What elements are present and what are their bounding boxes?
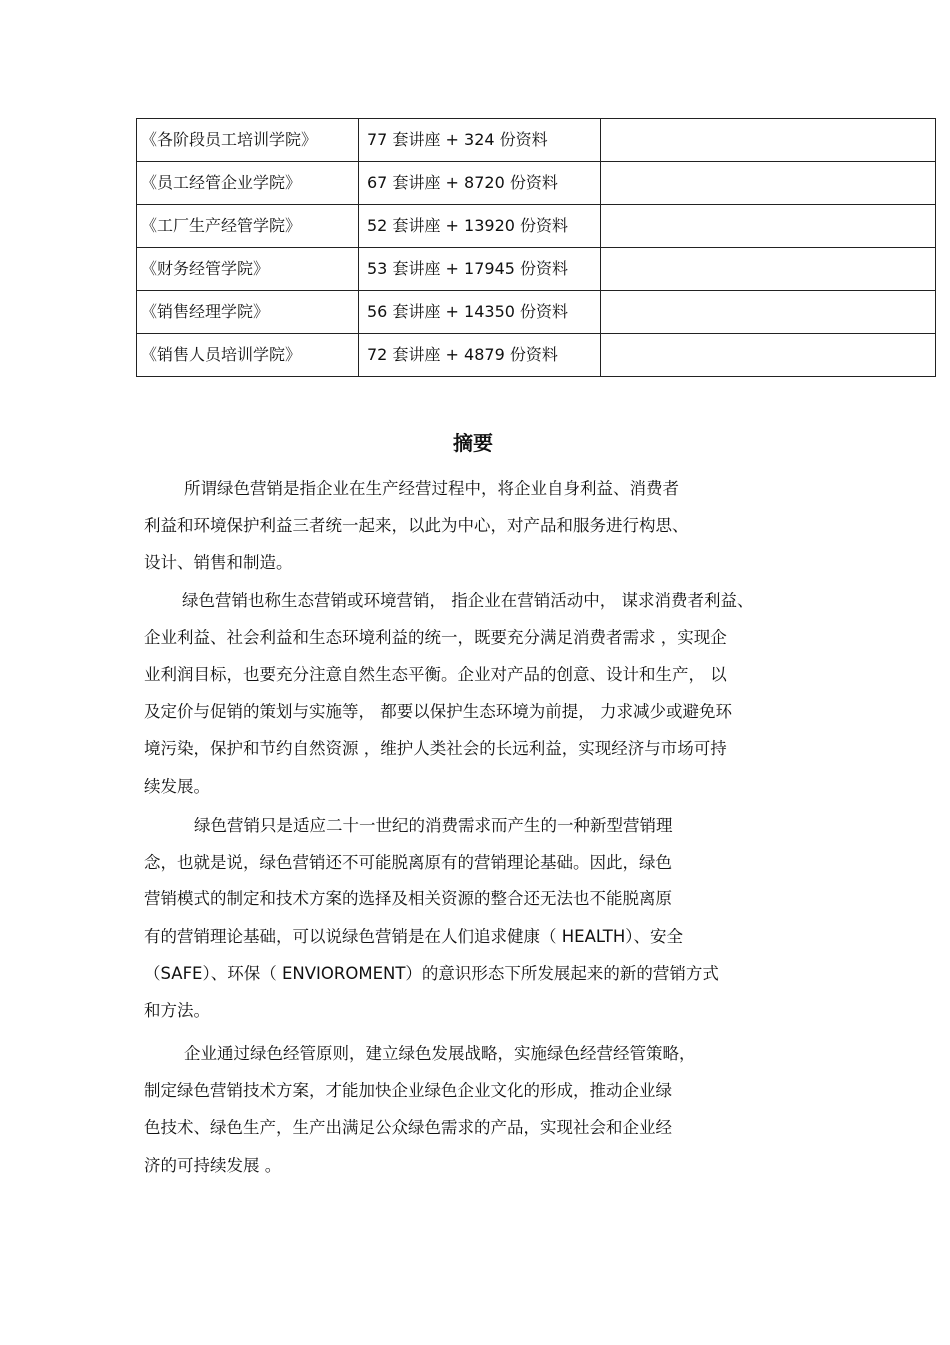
paragraph-4-line-2: 制定绿色营销技术方案，才能加快企业绿色企业文化的形成，推动企业绿: [144, 1081, 672, 1100]
abstract-heading: [0, 430, 950, 456]
paragraph-4-line-3: 色技术、绿色生产，生产出满足公众绿色需求的产品，实现社会和企业经: [144, 1118, 672, 1137]
course-name-cell: 《员工经管企业学院》: [137, 162, 359, 205]
paragraph-1-line-2: 利益和环境保护利益三者统一起来，以此为中心，对产品和服务进行构思、: [144, 516, 689, 535]
paragraph-3-line-5: （SAFE）、环保（ ENVIOROMENT）的意识形态下所发展起来的新的营销方式: [144, 964, 719, 983]
table-row: [137, 291, 936, 334]
abstract-heading-text: 摘要: [453, 431, 493, 455]
course-count-cell: 56 套讲座 + 14350 份资料: [359, 291, 601, 334]
paragraph-3-line-3: 营销模式的制定和技术方案的选择及相关资源的整合还无法也不能脱离原: [144, 889, 672, 908]
paragraph-2-line-1: 绿色营销也称生态营销或环境营销， 指企业在营销活动中， 谋求消费者利益、: [182, 591, 754, 610]
table-row: [137, 162, 936, 205]
paragraph-2-line-5: 境污染，保护和节约自然资源 ，维护人类社会的长远利益，实现经济与市场可持: [144, 739, 727, 758]
course-count-cell: 67 套讲座 + 8720 份资料: [359, 162, 601, 205]
course-count-cell: 77 套讲座 + 324 份资料: [359, 119, 601, 162]
course-note-cell: [601, 205, 936, 248]
course-note-cell: [601, 162, 936, 205]
paragraph-1-line-3: 设计、销售和制造。: [144, 553, 293, 572]
table-row: [137, 119, 936, 162]
course-catalog-table: [136, 118, 936, 377]
paragraph-2-line-6: 续发展。: [144, 777, 210, 796]
paragraph-2-line-2: 企业利益、社会利益和生态环境利益的统一，既要充分满足消费者需求 ，实现企: [144, 628, 727, 647]
paragraph-3-line-6: 和方法。: [144, 1001, 210, 1020]
paragraph-2-line-4: 及定价与促销的策划与实施等， 都要以保护生态环境为前提， 力求减少或避免环: [144, 702, 732, 721]
course-name-cell: 《销售人员培训学院》: [137, 334, 359, 377]
paragraph-4-line-4: 济的可持续发展 。: [144, 1156, 282, 1175]
table-row: [137, 205, 936, 248]
course-count-cell: 52 套讲座 + 13920 份资料: [359, 205, 601, 248]
course-note-cell: [601, 291, 936, 334]
course-name-cell: 《工厂生产经管学院》: [137, 205, 359, 248]
course-count-cell: 72 套讲座 + 4879 份资料: [359, 334, 601, 377]
paragraph-1-line-1: 所谓绿色营销是指企业在生产经营过程中，将企业自身利益、消费者: [184, 479, 679, 498]
paragraph-2-line-3: 业利润目标，也要充分注意自然生态平衡。企业对产品的创意、设计和生产， 以: [144, 665, 727, 684]
paragraph-3-line-2: 念，也就是说，绿色营销还不可能脱离原有的营销理论基础。因此，绿色: [144, 853, 672, 872]
paragraph-4-line-1: 企业通过绿色经管原则，建立绿色发展战略，实施绿色经营经管策略，: [184, 1044, 696, 1063]
course-note-cell: [601, 334, 936, 377]
paragraph-3-line-1: 绿色营销只是适应二十一世纪的消费需求而产生的一种新型营销理: [194, 816, 673, 835]
course-note-cell: [601, 248, 936, 291]
course-name-cell: 《财务经管学院》: [137, 248, 359, 291]
course-name-cell: 《销售经理学院》: [137, 291, 359, 334]
course-note-cell: [601, 119, 936, 162]
course-count-cell: 53 套讲座 + 17945 份资料: [359, 248, 601, 291]
table-row: [137, 334, 936, 377]
course-name-cell: 《各阶段员工培训学院》: [137, 119, 359, 162]
table-row: [137, 248, 936, 291]
paragraph-3-line-4: 有的营销理论基础，可以说绿色营销是在人们追求健康（ HEALTH）、安全: [144, 927, 684, 946]
